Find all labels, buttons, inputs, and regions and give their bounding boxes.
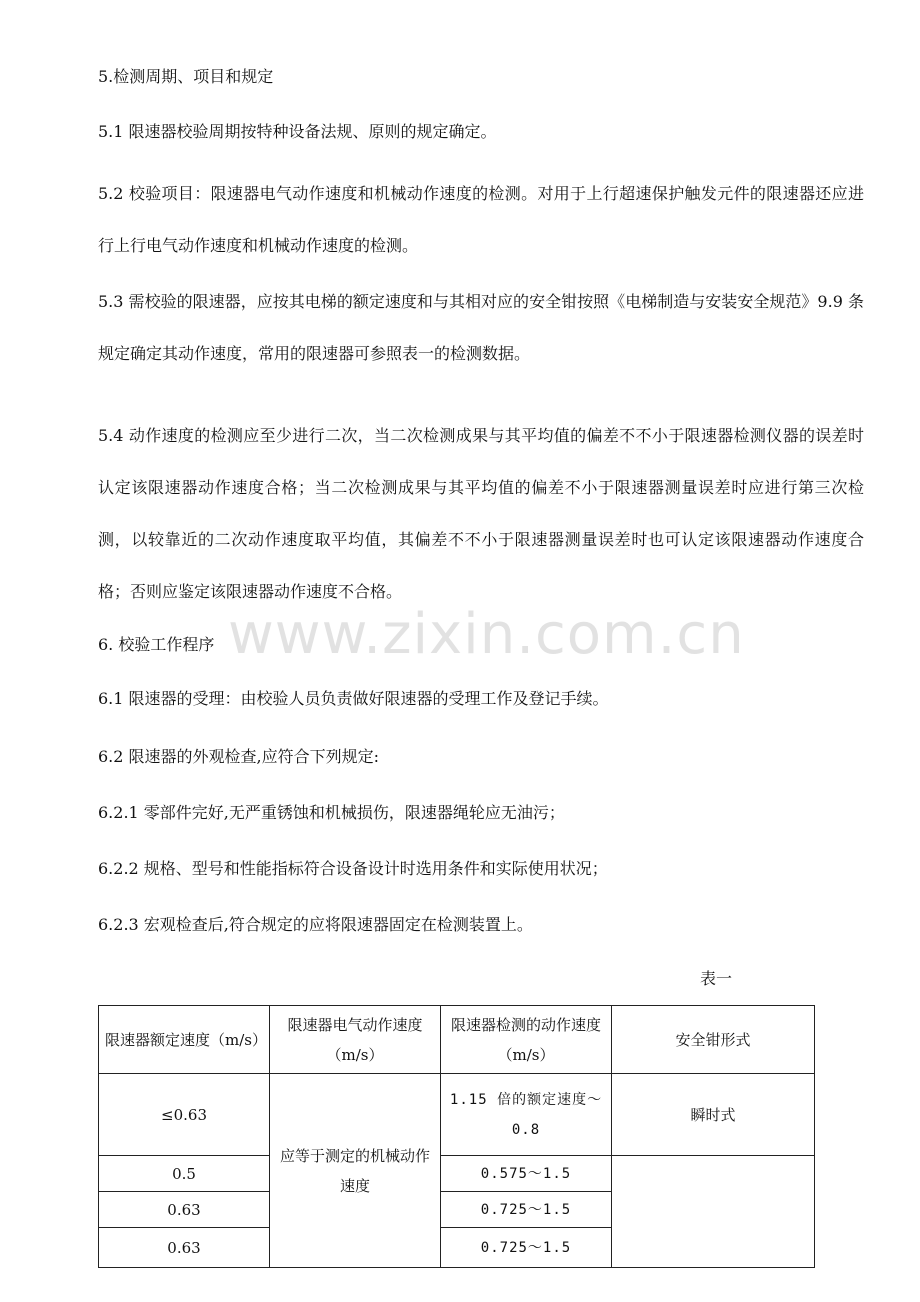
paragraph-6-2-2: 6.2.2 规格、型号和性能指标符合设备设计时选用条件和实际使用状况； bbox=[98, 859, 608, 878]
paragraph-5-1: 5.1 限速器校验周期按特种设备法规、原则的规定确定。 bbox=[98, 122, 497, 141]
cell-rated-speed: ≤0.63 bbox=[99, 1074, 270, 1156]
cell-gear-type: 瞬时式 bbox=[612, 1074, 815, 1156]
cell-test-speed: 0.725～1.5 bbox=[441, 1228, 612, 1268]
speed-table bbox=[98, 1005, 815, 1268]
section-6-heading: 6. 校验工作程序 bbox=[98, 635, 215, 654]
cell-test-speed: 0.725～1.5 bbox=[441, 1192, 612, 1228]
table-row bbox=[99, 1074, 815, 1156]
cell-test-speed: 0.575～1.5 bbox=[441, 1156, 612, 1192]
paragraph-5-3: 5.3 需校验的限速器，应按其电梯的额定速度和与其相对应的安全钳按照《电梯制造与安装安全规范》9.9 条规定确定其动作速度，常用的限速器可参照表一的检测数据。 bbox=[98, 292, 864, 363]
header-rated-speed: 限速器额定速度（m/s） bbox=[99, 1006, 270, 1074]
header-gear-type: 安全钳形式 bbox=[612, 1006, 815, 1074]
cell-gear-type-empty bbox=[612, 1156, 815, 1268]
paragraph-5-2: 5.2 校验项目：限速器电气动作速度和机械动作速度的检测。对用于上行超速保护触发元件的限速器还应进行上行电气动作速度和机械动作速度的检测。 bbox=[98, 184, 864, 255]
watermark: www.zixin.com.cn bbox=[228, 602, 745, 667]
cell-rated-speed: 0.63 bbox=[99, 1228, 270, 1268]
header-test-speed: 限速器检测的动作速度（m/s） bbox=[441, 1006, 612, 1074]
paragraph-6-2-3: 6.2.3 宏观检查后,符合规定的应将限速器固定在检测装置上。 bbox=[98, 915, 533, 934]
paragraph-5-4: 5.4 动作速度的检测应至少进行二次，当二次检测成果与其平均值的偏差不不小于限速器检测仪器的误差时认定该限速器动作速度合格；当二次检测成果与其平均值的偏差不小于限速器测量误差时应进行第三次检测，以较靠近的二次动作速度取平均值，其偏差不不小于限速器测量误差时也可认定该限速器动作速度合格；否则应鉴定该限速器动作速度不合格。 bbox=[98, 426, 864, 601]
table-caption: 表一 bbox=[700, 969, 733, 988]
table-header-row bbox=[99, 1006, 815, 1074]
paragraph-6-1: 6.1 限速器的受理：由校验人员负责做好限速器的受理工作及登记手续。 bbox=[98, 689, 609, 708]
paragraph-6-2-1: 6.2.1 零部件完好,无严重锈蚀和机械损伤，限速器绳轮应无油污； bbox=[98, 803, 565, 822]
cell-electrical-speed: 应等于测定的机械动作速度 bbox=[270, 1074, 441, 1268]
section-5-heading: 5.检测周期、项目和规定 bbox=[98, 67, 274, 86]
paragraph-6-2: 6.2 限速器的外观检查,应符合下列规定: bbox=[98, 747, 380, 766]
cell-rated-speed: 0.5 bbox=[99, 1156, 270, 1192]
cell-rated-speed: 0.63 bbox=[99, 1192, 270, 1228]
header-electrical-speed: 限速器电气动作速度（m/s） bbox=[270, 1006, 441, 1074]
table-row bbox=[99, 1156, 815, 1192]
cell-test-speed: 1.15 倍的额定速度～0.8 bbox=[441, 1074, 612, 1156]
